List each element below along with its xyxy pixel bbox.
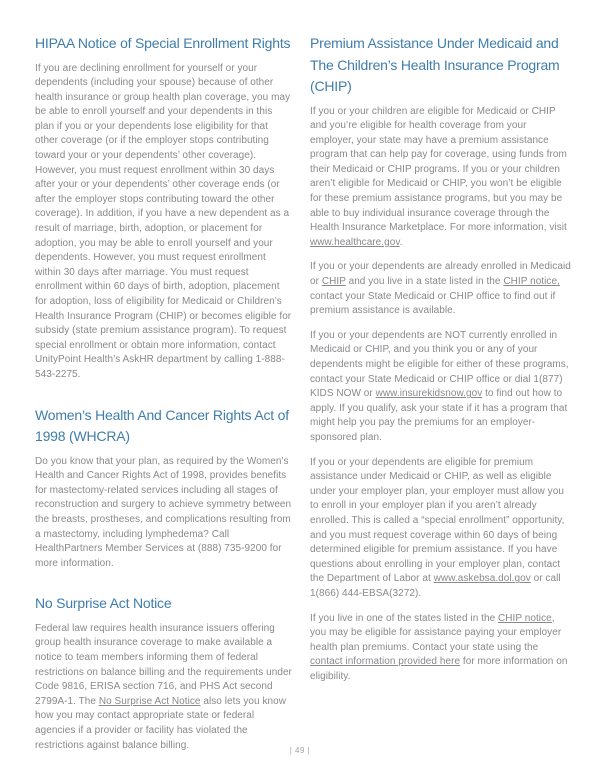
- text-run: and you live in a state listed in the: [345, 276, 504, 288]
- text-run: also lets you know how you may contact appropriate state or federal agencies if a provider or facility has violated the restrictions against balance billing.: [35, 695, 286, 751]
- heading-line: 1998 (WHCRA): [35, 428, 130, 445]
- heading-line: Women’s Health And Cancer Rights Act of: [35, 406, 289, 423]
- left-column: [35, 33, 293, 753]
- section-heading: [35, 33, 293, 55]
- text-run: If you or your dependents are eligible for premium assistance under Medicaid or CHIP, as well as eligible under your employer plan, your employer must allow you to enroll in your employer plan if you aren’t already enrolled. This is called a “special enrollment” opportunity, and you must request coverage within 60 days of being determined eligible for premium assistance. If you have questions about enrolling in your employer plan, contact the Department of Labor at: [310, 456, 565, 585]
- heading-line: The Children’s Health Insurance Program: [310, 56, 560, 73]
- text-run: If you or your dependents are NOT currently enrolled in Medicaid or CHIP, and you think you or any of your dependents might be eligible for either of these programs, contact your State Medicaid or CHIP office or dial 1(877) KIDS NOW or: [310, 329, 569, 400]
- link-chip-notice[interactable]: CHIP notice,: [503, 276, 560, 288]
- link-www-insurekidsnow-gov[interactable]: www.insurekidsnow.gov: [375, 388, 483, 400]
- section-heading: [310, 33, 573, 98]
- text-run: If you or your dependents are already enrolled in Medicaid or: [310, 261, 571, 288]
- text-run: Do you know that your plan, as required by the Women’s Health and Cancer Rights Act of 1998, provides benefits for mastectomy-related services including all stages of reconstruction and surgery to achieve symmetry between the breasts, prostheses, and complications resulting from a mastectomy, including lymphedema? Call HealthPartners Member Services at (888) 735-9200 for more information.: [35, 455, 292, 569]
- link-no-surprise-act-notice[interactable]: No Surprise Act Notice: [98, 695, 201, 707]
- paragraph: [310, 612, 573, 685]
- paragraph: [310, 456, 573, 602]
- section-women-s-health-and-cancer-rights-act-of: [35, 405, 293, 572]
- text-run: you may be eligible for assistance paying your employer health plan premiums. Contact your state using the: [310, 627, 562, 653]
- heading-line: Premium Assistance Under Medicaid and: [310, 35, 559, 51]
- section-premium-assistance-under-medicaid-and: [310, 33, 573, 684]
- paragraph: [35, 622, 293, 753]
- section-no-surprise-act-notice: [35, 593, 293, 753]
- page-number: | 49 |: [289, 746, 311, 755]
- paragraph: [310, 105, 573, 251]
- link-www-askebsa-dol-gov[interactable]: www.askebsa.dol.gov: [433, 573, 531, 585]
- section-heading: [35, 593, 293, 615]
- text-run: or call 1(866) 444-EBSA(3272).: [310, 573, 561, 599]
- text-run: contact your State Medicaid or CHIP office to find out if premium assistance is available.: [310, 290, 556, 317]
- paragraph: [35, 455, 293, 572]
- text-run: If you live in one of the states listed in the: [310, 612, 499, 624]
- heading-line: No Surprise Act Notice: [35, 595, 172, 612]
- text-run: to find out how to apply. If you qualify, ask your state if it has a program that might help you pay the premiums for an employer-sponsored plan.: [310, 388, 568, 443]
- section-heading: [35, 405, 293, 448]
- text-run: for more information on eligibility.: [310, 656, 568, 682]
- text-run: Federal law requires health insurance issuers offering group health insurance coverage to make available a notice to team members informing them of federal restrictions on balance billing and the requirements under Code 9816, ERISA section 716, and PHS Act second 2799A-1. The: [35, 622, 292, 707]
- section-hipaa-notice-of-special-enrollment-rights: [35, 33, 293, 383]
- paragraph: [310, 260, 573, 318]
- link-chip-notice[interactable]: CHIP notice,: [498, 612, 555, 624]
- paragraph: [310, 329, 573, 446]
- link-www-healthcare-gov[interactable]: www.healthcare.gov: [310, 236, 400, 248]
- text-run: If you or your children are eligible for Medicaid or CHIP and you’re eligible for health coverage from your employer, your state may have a premium assistance program that can help pay for coverage, using funds from their Medicaid or CHIP programs. If you or your children aren’t eligible for Medicaid or CHIP, you won’t be eligible for these premium assistance programs, but you may be able to buy individual insurance coverage through the Health Insurance Marketplace. For more information, visit: [310, 105, 567, 234]
- text-run: .: [399, 236, 403, 248]
- paragraph: [35, 62, 293, 383]
- link-contact-information-provided-here[interactable]: contact information provided here: [310, 656, 461, 668]
- text-run: If you are declining enrollment for yourself or your dependents (including your spouse) because of other health insurance or group health plan coverage, you may be able to enroll yourself and your dependents in this plan if you or your dependents lose eligibility for that other coverage (or if the employer stops contributing toward your or your dependents’ other coverage). However, you must request enrollment within 30 days after your or your dependents’ other coverage ends (or after the employer stops contributing toward the other coverage). In addition, if you have a new dependent as a result of marriage, birth, adoption, or placement for adoption, you may be able to enroll yourself and your dependents. However, you must request enrollment within 30 days after marriage. You must request enrollment within 60 days of birth, adoption, placement for adoption, loss of eligibility for Medicaid or Children’s Health Insurance Program (CHIP) or becomes eligible for subsidy (state premium assistance program). To request special enrollment or obtain more information, contact UnityPoint Health’s AskHR department by calling 1-888-543-2275.: [35, 62, 292, 380]
- heading-line: (CHIP): [310, 78, 352, 94]
- link-chip[interactable]: CHIP: [321, 276, 346, 288]
- right-column: [310, 33, 573, 684]
- heading-line: HIPAA Notice of Special Enrollment Rights: [35, 35, 291, 51]
